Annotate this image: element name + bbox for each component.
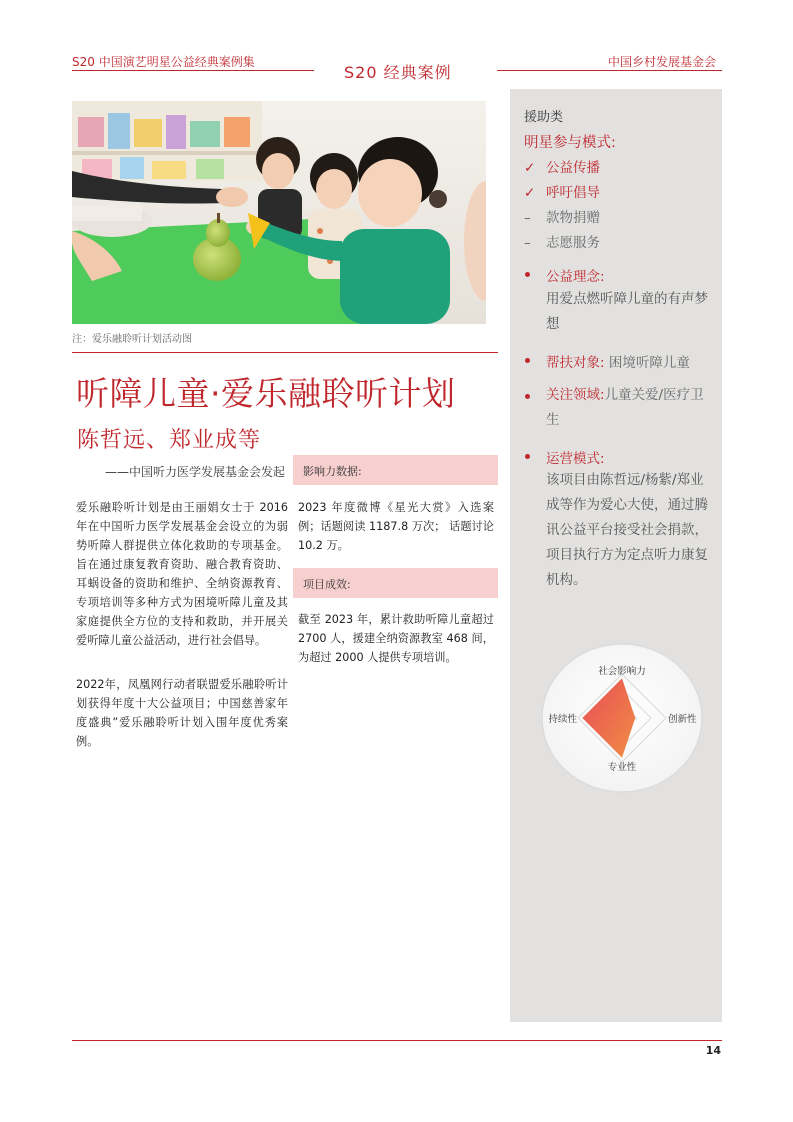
- mode-item-donation: – 款物捐赠: [524, 210, 600, 226]
- mode-item-publicity: ✓ 公益传播: [524, 160, 600, 176]
- impact-header-bar: [293, 455, 498, 485]
- header-collection-title: S20 中国演艺明星公益经典案例集: [72, 55, 255, 69]
- dash-icon: –: [524, 210, 531, 226]
- radar-axis-label: 创新性: [668, 714, 697, 725]
- case-subtitle: 陈哲远、郑业成等: [77, 428, 262, 453]
- target-row: [546, 351, 690, 371]
- mode-item-advocacy: ✓ 呼吁倡导: [524, 185, 600, 201]
- participation-mode-title: 明星参与模式:: [524, 135, 616, 151]
- bullet-icon: [525, 358, 530, 363]
- header-line-right: [497, 70, 722, 71]
- philosophy-text: 用爱点燃听障儿童的有声梦想: [546, 291, 708, 332]
- impact-text: 2023 年度微博《星光大赏》入选案例；话题阅读 1187.8 万次； 话题讨论 10.2 万。: [298, 501, 494, 552]
- operation-text: 该项目由陈哲远/杨紫/郑业成等作为爱心大使，通过腾讯公益平台接受社会捐款，项目执行方为定点听力康复机构。: [546, 472, 708, 588]
- results-header-bar: [293, 568, 498, 598]
- header-line-left: [72, 70, 314, 71]
- page-number: 14: [705, 1044, 721, 1057]
- target-text: 困境听障儿童: [608, 355, 690, 371]
- body-paragraph-1: 爱乐融聆听计划是由王丽娟女士于 2016 年在中国听力医学发展基金会设立的为弱势听障人群提供立体化救助的专项基金。旨在通过康复教育资助、融合教育资助、耳蜗设备的资助和维护、全纳资源教育、专项培训等多种方式为困境听障儿童及其家庭提供全方位的支持和救助，并开展关爱听障儿童公益活动，进行社会倡导。: [76, 501, 288, 647]
- bullet-icon: [525, 272, 530, 277]
- target-label: 帮扶对象:: [546, 355, 605, 371]
- sidebar-category: 援助类: [524, 110, 564, 125]
- radar-axis-label: 社会影响力: [598, 666, 646, 677]
- activity-photo: [72, 101, 486, 324]
- results-label: 项目成效:: [303, 578, 351, 591]
- title-divider: [72, 352, 498, 353]
- radar-axis-label: 持续性: [548, 714, 577, 725]
- radar-axis-label: 专业性: [607, 762, 637, 773]
- check-icon: ✓: [524, 160, 536, 176]
- footer-line: [72, 1040, 722, 1041]
- philosophy-label: 公益理念:: [546, 269, 605, 285]
- initiator-line: ——中国听力医学发展基金会发起: [104, 465, 285, 479]
- body-paragraph-2: 2022年，凤凰网行动者联盟爱乐融聆听计划获得年度十大公益项目；中国慈善家年度盛典”爱乐融聆听计划入围年度优秀案例。: [76, 678, 288, 748]
- bullet-icon: [525, 394, 530, 399]
- mode-item-volunteer: – 志愿服务: [524, 235, 600, 251]
- operation-label: 运营模式:: [546, 451, 605, 467]
- field-row: [546, 383, 714, 433]
- impact-label: 影响力数据:: [303, 465, 362, 478]
- case-title: 听障儿童·爱乐融聆听计划: [76, 374, 456, 413]
- header-organization: 中国乡村发展基金会: [607, 55, 716, 69]
- field-text: 儿童关爱/医疗卫生: [546, 387, 704, 428]
- photo-caption: 注：爱乐融聆听计划活动图: [72, 334, 192, 345]
- dash-icon: –: [524, 235, 531, 251]
- evaluation-radar-chart: [540, 642, 704, 794]
- results-text: 截至 2023 年，累计救助听障儿童超过 2700 人，援建全纳资源教室 468 间，为超过 2000 人提供专项培训。: [298, 613, 494, 664]
- header-section-title: S20 经典案例: [344, 63, 452, 82]
- check-icon: ✓: [524, 185, 536, 201]
- bullet-icon: [525, 454, 530, 459]
- field-label: 关注领域:: [546, 387, 605, 403]
